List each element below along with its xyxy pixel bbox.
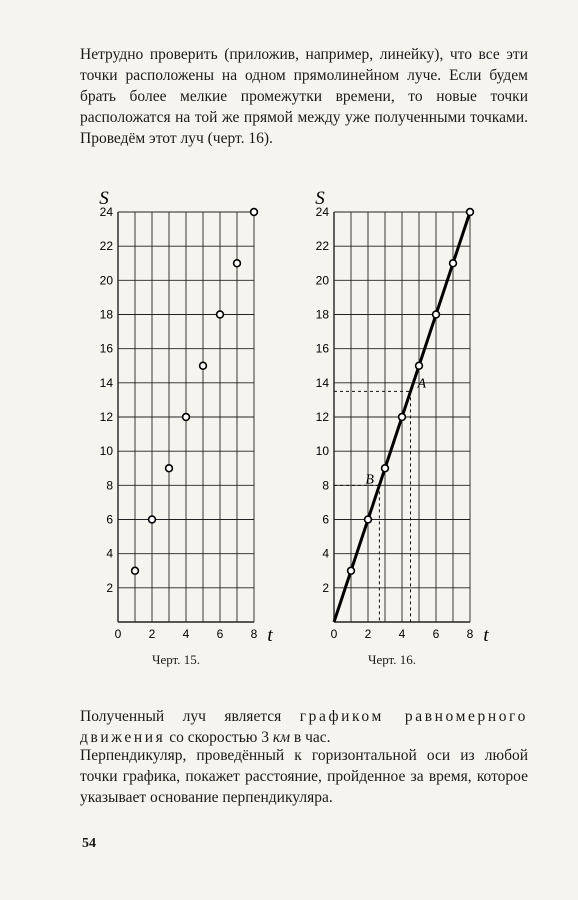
x-tick-label: 4 bbox=[182, 627, 190, 641]
data-point bbox=[217, 311, 224, 318]
definition-part3: в час. bbox=[290, 729, 331, 746]
point-label-a: A bbox=[417, 376, 427, 392]
y-tick-label: 22 bbox=[315, 239, 329, 254]
x-tick-label: 6 bbox=[432, 627, 440, 641]
intro-paragraph: Нетрудно проверить (приложив, например, линейку), что все эти точки расположены на одном прямолинейном луче. Если будем брать более мелкие промежутки времени, то новые точки расположатся на той же прямой между уже полученными точками. Проведём этот луч (черт. 16). bbox=[80, 46, 528, 147]
data-point bbox=[234, 260, 241, 267]
y-tick-label: 24 bbox=[315, 205, 329, 219]
y-tick-label: 20 bbox=[99, 273, 113, 288]
x-axis-label: t bbox=[267, 625, 273, 646]
y-tick-label: 12 bbox=[99, 410, 113, 424]
x-tick-label: 0 bbox=[330, 627, 338, 641]
data-point bbox=[166, 465, 173, 472]
y-axis-label: S bbox=[315, 188, 325, 209]
y-tick-label: 16 bbox=[315, 341, 329, 356]
x-axis-label: t bbox=[483, 625, 489, 646]
y-axis-label: S bbox=[99, 188, 109, 209]
figure-15 bbox=[84, 180, 284, 670]
perpendicular-paragraph: Перпендикуляр, проведённый к горизонтальной оси из любой точки графика, покажет расстояние, пройденное за время, которое указывает основание перпендикуляра. bbox=[80, 747, 528, 806]
y-tick-label: 18 bbox=[315, 307, 329, 322]
data-point bbox=[132, 567, 139, 574]
figure-16-caption: Черт. 16. bbox=[368, 652, 417, 667]
y-tick-label: 12 bbox=[315, 410, 329, 424]
y-tick-label: 4 bbox=[106, 546, 113, 561]
y-tick-label: 14 bbox=[99, 375, 113, 390]
data-point bbox=[348, 567, 355, 574]
page-number: 54 bbox=[82, 836, 96, 851]
x-tick-label: 4 bbox=[398, 627, 406, 641]
definition-paragraph bbox=[80, 706, 528, 748]
data-point bbox=[433, 311, 440, 318]
y-tick-label: 14 bbox=[315, 375, 329, 390]
y-tick-label: 16 bbox=[99, 341, 113, 356]
y-tick-label: 8 bbox=[322, 478, 329, 493]
definition-unit: км bbox=[272, 729, 291, 746]
figure-16 bbox=[300, 180, 500, 670]
y-tick-label: 6 bbox=[322, 512, 329, 527]
point-label-b: B bbox=[365, 472, 374, 488]
data-point bbox=[382, 465, 389, 472]
y-tick-label: 20 bbox=[315, 273, 329, 288]
y-tick-label: 8 bbox=[106, 478, 113, 493]
data-point bbox=[365, 516, 372, 523]
y-tick-label: 2 bbox=[322, 580, 329, 595]
data-point bbox=[450, 260, 457, 267]
y-tick-label: 10 bbox=[99, 444, 113, 459]
x-tick-label: 6 bbox=[216, 627, 224, 641]
x-tick-label: 0 bbox=[114, 627, 122, 641]
y-tick-label: 18 bbox=[99, 307, 113, 322]
x-tick-label: 8 bbox=[466, 627, 474, 641]
definition-emphasis: графиком равномерного движения bbox=[80, 708, 528, 746]
y-tick-label: 22 bbox=[99, 239, 113, 254]
data-point bbox=[467, 209, 474, 216]
y-tick-label: 2 bbox=[106, 580, 113, 595]
data-point bbox=[416, 362, 423, 369]
y-tick-label: 4 bbox=[322, 546, 329, 561]
chart-16-svg bbox=[300, 180, 500, 650]
y-tick-label: 6 bbox=[106, 512, 113, 527]
definition-part2: со скоростью 3 bbox=[165, 729, 273, 746]
data-point bbox=[399, 414, 406, 421]
y-tick-label: 24 bbox=[99, 205, 113, 219]
data-point bbox=[183, 414, 190, 421]
x-tick-label: 8 bbox=[250, 627, 258, 641]
figure-15-caption: Черт. 15. bbox=[152, 652, 201, 667]
x-tick-label: 2 bbox=[364, 627, 372, 641]
chart-15-svg bbox=[84, 180, 284, 650]
data-point bbox=[251, 209, 258, 216]
y-tick-label: 10 bbox=[315, 444, 329, 459]
definition-part1: Полученный луч является bbox=[80, 708, 300, 725]
x-tick-label: 2 bbox=[148, 627, 156, 641]
data-point bbox=[200, 362, 207, 369]
data-point bbox=[149, 516, 156, 523]
